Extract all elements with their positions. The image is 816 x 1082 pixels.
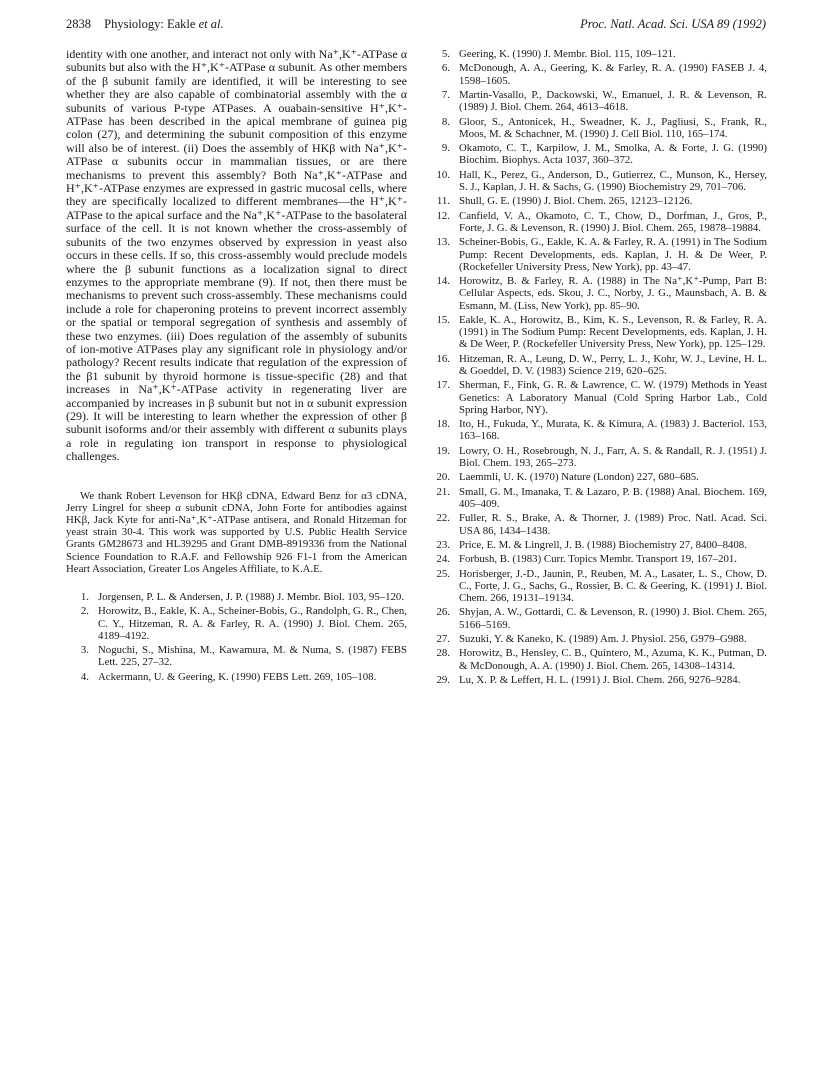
reference-number: 20. (436, 471, 450, 484)
section-suffix: et al. (198, 17, 224, 31)
reference-text: Scheiner-Bobis, G., Eakle, K. A. & Farley, R. A. (1991) in The Sodium Pump: Recent Developments, eds. Kaplan, J. H. & De Weer, P. (Rockefeller University Press, New York), pp. 43–47. (459, 236, 767, 273)
reference-item (427, 275, 767, 312)
reference-text: Jorgensen, P. L. & Andersen, J. P. (1988) J. Membr. Biol. 103, 95–120. (98, 591, 405, 604)
reference-item (66, 591, 407, 603)
reference-number: 28. (436, 647, 450, 660)
reference-list-left (66, 591, 407, 683)
reference-item (427, 116, 767, 140)
reference-item (427, 169, 767, 193)
reference-number: 1. (80, 591, 89, 604)
reference-text: Horowitz, B., Hensley, C. B., Quintero, M., Azuma, K. K., Putman, D. & McDonough, A. A. (1990) J. Biol. Chem. 265, 14308–14314. (459, 647, 767, 672)
reference-text: Lowry, O. H., Rosebrough, N. J., Farr, A. S. & Randall, R. J. (1951) J. Biol. Chem. 193, 265–273. (459, 444, 767, 469)
reference-number: 29. (436, 674, 450, 687)
reference-number: 26. (436, 606, 450, 619)
reference-item (427, 471, 767, 483)
reference-number: 24. (436, 553, 450, 566)
reference-text: Canfield, V. A., Okamoto, C. T., Chow, D., Dorfman, J., Gros, P., Forte, J. G. & Levenson, R. (1990) J. Biol. Chem. 265, 19878–19884. (459, 209, 767, 234)
reference-number: 11. (436, 195, 450, 208)
section-title: Physiology: Eakle (104, 17, 196, 31)
acknowledgment-paragraph: We thank Robert Levenson for HKβ cDNA, Edward Benz for α3 cDNA, Jerry Lingrel for sheep α subunit cDNA, John Forte for antibodies against HKβ, Jack Kyte for anti-Na⁺,K⁺-ATPase antisera, and Ronald Hitzeman for yeast strain 30-4. This work was supported by U.S. Public Health Service Grants GM28673 and HL39295 and Grant DMB-8919336 from the National Science Foundation to R.A.F. and Fellowship 926 F1-1 from the American Heart Association, Greater Los Angeles Affiliate, to K.A.E. (66, 489, 407, 575)
reference-text: Laemmli, U. K. (1970) Nature (London) 227, 680–685. (459, 471, 699, 484)
reference-text: Horowitz, B., Eakle, K. A., Scheiner-Bobis, G., Randolph, G. R., Chen, C. Y., Hitzeman, R. A. & Farley, R. A. (1990) J. Biol. Chem. 265, 4189–4192. (98, 605, 407, 642)
reference-text: Sherman, F., Fink, G. R. & Lawrence, C. W. (1979) Methods in Yeast Genetics: A Laboratory Manual (Cold Spring Harbor Lab., Cold Spring Harbor, NY). (459, 379, 767, 416)
reference-item (427, 195, 767, 207)
reference-item (427, 606, 767, 630)
reference-text: Ackermann, U. & Geering, K. (1990) FEBS Lett. 269, 105–108. (98, 670, 377, 683)
reference-text: Horowitz, B. & Farley, R. A. (1988) in The Na⁺,K⁺-Pump, Part B: Cellular Aspects, eds. Skou, J. C., Norby, J. G., Maunsbach, A. B. & Esmann, M. (Liss, New York), pp. 85–90. (459, 275, 767, 312)
reference-text: Shull, G. E. (1990) J. Biol. Chem. 265, 12123–12126. (459, 195, 693, 208)
reference-item (427, 353, 767, 377)
reference-text: Forbush, B. (1983) Curr. Topics Membr. Transport 19, 167–201. (459, 553, 737, 566)
reference-item (66, 671, 407, 683)
left-column (66, 48, 407, 685)
reference-number: 19. (436, 444, 450, 457)
reference-number: 6. (441, 62, 450, 75)
reference-number: 7. (441, 88, 450, 101)
reference-number: 22. (436, 512, 450, 525)
reference-text: Hall, K., Perez, G., Anderson, D., Gutierrez, C., Munson, K., Hersey, S. J., Kaplan, J. H. & Sachs, G. (1990) Biochemistry 29, 701–706. (459, 168, 767, 193)
reference-item (66, 605, 407, 642)
reference-item (427, 418, 767, 442)
reference-number: 27. (436, 633, 450, 646)
reference-number: 16. (436, 352, 450, 365)
reference-item (427, 210, 767, 234)
reference-item (427, 89, 767, 113)
reference-number: 15. (436, 313, 450, 326)
reference-item (427, 445, 767, 469)
reference-text: Gloor, S., Antonicek, H., Sweadner, K. J., Pagliusi, S., Frank, R., Moos, M. & Schachner, M. (1990) J. Cell Biol. 110, 165–174. (459, 115, 767, 140)
right-column (427, 48, 767, 688)
reference-text: Okamoto, C. T., Karpilow, J. M., Smolka, A. & Forte, J. G. (1990) Biochim. Biophys. Acta 1037, 360–372. (459, 142, 767, 167)
reference-item (427, 633, 767, 645)
reference-text: Small, G. M., Imanaka, T. & Lazaro, P. B. (1988) Anal. Biochem. 169, 405–409. (459, 485, 767, 510)
reference-item (427, 314, 767, 351)
reference-number: 17. (436, 379, 450, 392)
reference-number: 10. (436, 168, 450, 181)
reference-text: Fuller, R. S., Brake, A. & Thorner, J. (1989) Proc. Natl. Acad. Sci. USA 86, 1434–1438. (459, 512, 767, 537)
reference-number: 5. (441, 48, 450, 60)
acknowledgments (66, 490, 407, 575)
reference-text: Ito, H., Fukuda, Y., Murata, K. & Kimura, A. (1983) J. Bacteriol. 153, 163–168. (459, 418, 767, 443)
running-head (66, 17, 766, 39)
reference-item (66, 644, 407, 668)
reference-number: 13. (436, 236, 450, 249)
reference-item (427, 553, 767, 565)
reference-item (427, 539, 767, 551)
reference-text: Hitzeman, R. A., Leung, D. W., Perry, L. J., Kohr, W. J., Levine, H. L. & Goeddel, D. V. (1983) Science 219, 620–625. (459, 352, 767, 377)
reference-item (427, 647, 767, 671)
reference-number: 8. (441, 115, 450, 128)
reference-text: Noguchi, S., Mishina, M., Kawamura, M. & Numa, S. (1987) FEBS Lett. 225, 27–32. (98, 644, 407, 669)
reference-text: McDonough, A. A., Geering, K. & Farley, R. A. (1990) FASEB J. 4, 1598–1605. (459, 62, 767, 87)
reference-item (427, 379, 767, 416)
reference-list-right (427, 48, 767, 686)
reference-text: Geering, K. (1990) J. Membr. Biol. 115, 109–121. (459, 48, 676, 60)
journal-citation: Proc. Natl. Acad. Sci. USA 89 (1992) (580, 17, 766, 31)
reference-text: Price, E. M. & Lingrell, J. B. (1988) Biochemistry 27, 8400–8408. (459, 538, 747, 551)
reference-number: 23. (436, 538, 450, 551)
reference-number: 3. (80, 644, 89, 657)
page-number: 2838 (66, 17, 91, 31)
reference-text: Horisberger, J.-D., Jaunin, P., Reuben, M. A., Lasater, L. S., Chow, D. C., Forte, J. G., Sachs, G., Rossier, B. C. & Geering, K. (1991) J. Biol. Chem. 266, 19131–19134. (459, 567, 767, 605)
reference-item (427, 512, 767, 536)
discussion-text (66, 48, 407, 464)
reference-item (427, 486, 767, 510)
reference-number: 21. (436, 485, 450, 498)
reference-item (427, 674, 767, 686)
reference-number: 2. (80, 605, 89, 618)
reference-item (427, 62, 767, 86)
reference-number: 18. (436, 418, 450, 431)
reference-text: Lu, X. P. & Leffert, H. L. (1991) J. Biol. Chem. 266, 9276–9284. (459, 674, 741, 687)
reference-item (427, 48, 767, 60)
running-head-left (66, 17, 224, 32)
reference-item (427, 568, 767, 605)
reference-item (427, 142, 767, 166)
body-paragraph: identity with one another, and interact not only with Na⁺,K⁺-ATPase α subunits but also with the H⁺,K⁺-ATPase α subunit. As other members of the β subunit family are identified, it will be interesting to see whether they are also capable of combinatorial assembly with the α subunits of various P-type ATPases. A ouabain-sensitive H⁺,K⁺-ATPase has been described in the apical membrane of guinea pig colon (27), and determining the subunit composition of this enzyme will also be of interest. (ii) Does the assembly of HKβ with Na⁺,K⁺-ATPase α subunits occur in mammalian tissues, or are there mechanisms to prevent this assembly? Both Na⁺,K⁺-ATPase and H⁺,K⁺-ATPase enzymes are expressed in gastric mucosal cells, where they are specifically localized to different membranes—the H⁺,K⁺-ATPase to the apical surface and the Na⁺,K⁺-ATPase to the basolateral surface of the cell. It is not known whether the cross-assembly of subunits of the two enzymes observed by expression in yeast also occurs in these cells. If so, this cross-assembly would preclude models where the β subunit functions as a localization signal to direct enzymes to the appropriate membrane (9). If not, then there must be mechanisms to prevent such cross-assembly. These mechanisms could include a role for chaperoning proteins to prevent incorrect assembly or the spatial or temporal segregation of synthesis and assembly of these two enzymes. (iii) Does regulation of the assembly of subunits of ion-motive ATPases play any significant role in physiology and/or pathology? Recent results indicate that regulation of the expression of the β1 subunit by thyroid hormone is tissue-specific (28) and that increases in Na⁺,K⁺-ATPase activity in regenerating liver are accompanied by increases in β subunit but not in α subunit expression (29). It will be interesting to learn whether the expression of other β subunit isoforms and/or their assembly with different α subunits plays a role in regulating ion transport in response to physiological challenges. (66, 47, 407, 464)
reference-number: 25. (436, 567, 450, 580)
reference-text: Martin-Vasallo, P., Dackowski, W., Emanuel, J. R. & Levenson, R. (1989) J. Biol. Chem. 264, 4613–4618. (459, 88, 767, 114)
reference-number: 14. (436, 275, 450, 288)
reference-number: 9. (441, 142, 450, 155)
reference-text: Suzuki, Y. & Kaneko, K. (1989) Am. J. Physiol. 256, G979–G988. (459, 633, 747, 646)
reference-number: 12. (436, 209, 450, 222)
reference-item (427, 236, 767, 273)
reference-text: Eakle, K. A., Horowitz, B., Kim, K. S., Levenson, R. & Farley, R. A. (1991) in The Sodium Pump: Recent Developments, eds. Kaplan, J. H. & De Weer, P. (Rockefeller University Press, New York), pp. 125–129. (459, 313, 767, 351)
reference-text: Shyjan, A. W., Gottardi, C. & Levenson, R. (1990) J. Biol. Chem. 265, 5166–5169. (459, 606, 767, 631)
reference-number: 4. (80, 670, 89, 683)
